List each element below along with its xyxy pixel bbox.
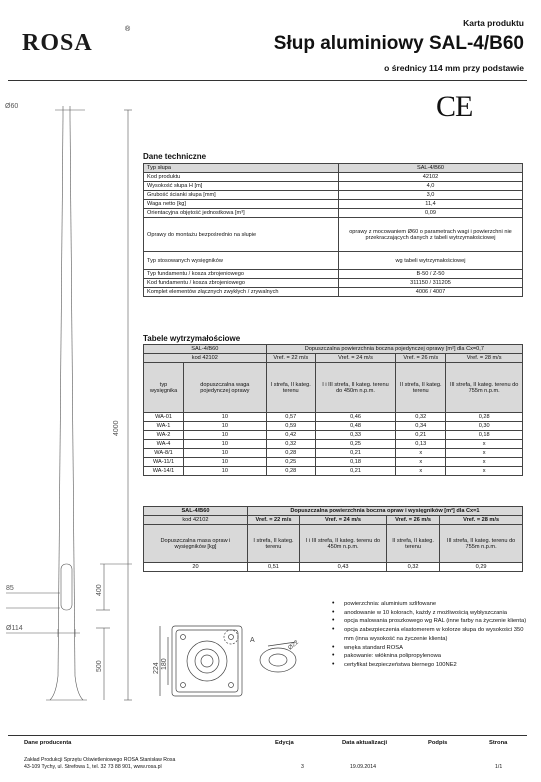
wind2-vref: Vref. = 22 m/s (247, 516, 299, 525)
wind2-type: SAL-4/B60 (144, 507, 248, 516)
tech-row (144, 200, 523, 209)
wind1-cell: 0,28 (266, 467, 315, 476)
wind1-cell: 0,13 (396, 440, 446, 449)
wind1-cell: 0,28 (266, 449, 315, 458)
tech-value: SAL-4/B60 (339, 164, 523, 173)
wind1-cell: 0,57 (266, 413, 315, 422)
wind1-cell: 0,21 (315, 467, 395, 476)
feature-list (328, 600, 528, 670)
tech-row (144, 288, 523, 297)
wind1-cell: 0,42 (266, 431, 315, 440)
wind2-zone: II strefa, II kateg. terenu (386, 525, 439, 563)
wind1-header: Dopuszczalna powierzchnia boczna pojedynczej oprawy [m²] dla Cx=0,7 (266, 345, 522, 354)
tech-row (144, 279, 523, 288)
wind1-cell: x (446, 458, 523, 467)
wind1-cell: 10 (184, 458, 267, 467)
page-subtitle: o średnicy 114 mm przy podstawie (384, 63, 524, 73)
plate-dim-224: 224 (153, 662, 160, 674)
tech-label: Kod produktu (144, 173, 339, 182)
dim-base-label: Ø114 (6, 625, 23, 632)
wind1-cell: 0,28 (446, 413, 523, 422)
wind1-col-arm: typ wysięgnika (144, 363, 184, 413)
tech-label: Kod fundamentu / kosza zbrojeniowego (144, 279, 339, 288)
plate-dim-180: 180 (161, 658, 168, 670)
wind-table-1 (143, 344, 523, 476)
base-plate-drawing (150, 612, 310, 708)
tech-label: Grubość ścianki słupa [mm] (144, 191, 339, 200)
wind-table-2 (143, 506, 523, 572)
wind2-zone: I strefa, II kateg. terenu (247, 525, 299, 563)
feature-item: • anodowanie w 10 kolorach, każdy z możliwością wybłyszczania (328, 609, 528, 618)
wind1-vref: Vref. = 22 m/s (266, 354, 315, 363)
feature-item: • powierzchnia: aluminium szlifowane (328, 600, 528, 609)
footer-edition: 3 (301, 764, 304, 770)
wind1-type: SAL-4/B60 (144, 345, 267, 354)
wind1-cell: 0,48 (315, 422, 395, 431)
wind1-zone: I strefa, II kateg. terenu (266, 363, 315, 413)
wind1-cell: 0,21 (396, 431, 446, 440)
tech-label: Komplet elementów złącznych zwykłych / zrywalnych (144, 288, 339, 297)
wind1-row (144, 413, 523, 422)
wind1-cell: 0,33 (315, 431, 395, 440)
feature-item: • wnęka standard ROSA (328, 644, 528, 653)
tech-value: wg tabeli wytrzymałościowej (339, 252, 523, 270)
wind1-cell: WA-1 (144, 422, 184, 431)
tech-label: Orientacyjna objętość jednostkowa [m³] (144, 209, 339, 218)
wind1-vref: Vref. = 24 m/s (315, 354, 395, 363)
feature-item: • opcja malowania proszkowego wg RAL (inne farby na życzenie klienta) (328, 617, 528, 626)
wind1-row (144, 449, 523, 458)
wind1-cell: 0,46 (315, 413, 395, 422)
wind1-row (144, 422, 523, 431)
wind1-vref: Vref. = 28 m/s (446, 354, 523, 363)
dim-400-label: 400 (96, 584, 103, 596)
wind2-vref: Vref. = 24 m/s (300, 516, 387, 525)
tech-row (144, 173, 523, 182)
wind1-cell: 0,21 (315, 449, 395, 458)
wind1-cell: x (396, 458, 446, 467)
footer-company-line2: 43-109 Tychy, ul. Strefowa 1, tel. 32 73 88 901, www.rosa.pl (24, 764, 162, 770)
wind1-zone: III strefa, II kateg. terenu do 755m n.p.m. (446, 363, 523, 413)
wind2-vref: Vref. = 28 m/s (440, 516, 523, 525)
wind2-cell: 0,51 (247, 563, 299, 572)
tech-value: B-50 / Z-50 (339, 270, 523, 279)
wind1-zone: II strefa, II kateg. terenu (396, 363, 446, 413)
tech-label: Typ stosowanych wysięgników (144, 252, 339, 270)
wind1-cell: 0,18 (446, 431, 523, 440)
dim-height-label: 4000 (113, 420, 120, 436)
wind1-row (144, 458, 523, 467)
tech-value: 3,0 (339, 191, 523, 200)
tech-table (143, 163, 523, 297)
wind1-cell: 0,32 (396, 413, 446, 422)
wind1-cell: WA-4 (144, 440, 184, 449)
wind1-cell: 10 (184, 422, 267, 431)
wind1-cell: 0,34 (396, 422, 446, 431)
header-divider (8, 80, 527, 81)
footer-date: 19.09.2014 (350, 764, 376, 770)
wind1-cell: WA-8/1 (144, 449, 184, 458)
tech-row (144, 182, 523, 191)
registered-mark: ® (125, 26, 131, 33)
dim-500-label: 500 (96, 660, 103, 672)
wind2-code: kod 42102 (144, 516, 248, 525)
wind2-header: Dopuszczalna powierzchnia boczna opraw i wysięgników [m²] dla Cx=1 (247, 507, 522, 516)
page-title: Słup aluminiowy SAL-4/B60 (273, 33, 524, 54)
footer-company-heading: Dane producenta (24, 740, 72, 746)
wind1-cell: x (446, 467, 523, 476)
wind1-cell: 10 (184, 467, 267, 476)
wind1-cell: WA-2 (144, 431, 184, 440)
tech-label: Waga netto [kg] (144, 200, 339, 209)
tech-row (144, 218, 523, 252)
rosa-logo (22, 26, 142, 60)
tech-row (144, 209, 523, 218)
wind1-cell: 10 (184, 440, 267, 449)
detail-a-label: A (250, 637, 255, 644)
wind1-zone: I i III strefa, II kateg. terenu do 450m n.p.m. (315, 363, 395, 413)
wind2-cell: 0,43 (300, 563, 387, 572)
tech-value: 311150 / 311205 (339, 279, 523, 288)
footer-date-heading: Data aktualizacji (342, 740, 388, 746)
tech-value: oprawy z mocowaniem Ø60 o parametrach wagi i powierzchni nie przekraczających danych z tabeli wytrzymałościowej (339, 218, 523, 252)
wind1-cell: 0,32 (266, 440, 315, 449)
ce-mark: CE (436, 90, 473, 123)
footer-company-line1: Zakład Produkcji Sprzętu Oświetleniowego ROSA Stanisław Rosa (24, 757, 176, 763)
tech-value: 4006 / 4007 (339, 288, 523, 297)
tech-row (144, 191, 523, 200)
wind2-cell: 0,29 (440, 563, 523, 572)
wind1-cell: WA-01 (144, 413, 184, 422)
wind2-cell: 20 (144, 563, 248, 572)
wind2-zone: I i III strefa, II kateg. terenu do 450m n.p.m. (300, 525, 387, 563)
tech-label: Typ fundamentu / kosza zbrojeniowego (144, 270, 339, 279)
wind1-cell: x (396, 467, 446, 476)
tech-label: Oprawy do montażu bezpośrednio na słupie (144, 218, 339, 252)
wind2-col-mass: Dopuszczalna masa opraw i wysięgników [kg] (144, 525, 248, 563)
wind1-row (144, 467, 523, 476)
wind1-cell: 10 (184, 431, 267, 440)
dim-85-label: 85 (6, 585, 14, 592)
wind1-vref: Vref. = 26 m/s (396, 354, 446, 363)
feature-item: • pakowanie: włóknina polipropylenowa (328, 652, 528, 661)
wind1-cell: 0,18 (315, 458, 395, 467)
wind1-cell: 0,25 (315, 440, 395, 449)
feature-item: • certyfikat bezpieczeństwa biernego 100NE2 (328, 661, 528, 670)
tech-label: Wysokość słupa H [m] (144, 182, 339, 191)
footer-sign-heading: Podpis (428, 740, 448, 746)
wind1-col-weight: dopuszczalna waga pojedynczej oprawy (184, 363, 267, 413)
wind1-code: kod 42102 (144, 354, 267, 363)
wind1-row (144, 440, 523, 449)
feature-item: • opcja zabezpieczenia elastomerem w kolorze słupa do wysokości 350 mm (inna wysokość na życzenie klienta) (328, 626, 528, 643)
logo-text: ROSA (22, 30, 93, 56)
wind1-row (144, 431, 523, 440)
wind1-cell: 0,25 (266, 458, 315, 467)
detail-dim-label: Ø22 (287, 639, 300, 652)
pole-drawing (0, 96, 140, 736)
dim-top-label: Ø60 (5, 103, 19, 110)
wind1-cell: 0,30 (446, 422, 523, 431)
footer-page: 1/1 (495, 764, 503, 770)
footer-page-heading: Strona (489, 740, 508, 746)
tech-row (144, 252, 523, 270)
wind1-cell: x (396, 449, 446, 458)
wind1-cell: x (446, 440, 523, 449)
tech-value: 42102 (339, 173, 523, 182)
wind1-cell: 10 (184, 413, 267, 422)
wind1-cell: 0,59 (266, 422, 315, 431)
tech-title: Dane techniczne (143, 152, 207, 161)
wind1-cell: x (446, 449, 523, 458)
wind-title: Tabele wytrzymałościowe (143, 334, 241, 343)
wind2-vref: Vref. = 26 m/s (386, 516, 439, 525)
footer-divider (8, 735, 527, 736)
wind2-zone: III strefa, II kateg. terenu do 755m n.p.m. (440, 525, 523, 563)
doc-type: Karta produktu (463, 18, 524, 28)
tech-row (144, 270, 523, 279)
wind1-cell: WA-14/1 (144, 467, 184, 476)
tech-value: 4,0 (339, 182, 523, 191)
tech-label: Typ słupa (144, 164, 339, 173)
wind2-cell: 0,32 (386, 563, 439, 572)
wind1-cell: WA-11/1 (144, 458, 184, 467)
tech-value: 11,4 (339, 200, 523, 209)
tech-row (144, 164, 523, 173)
wind1-cell: 10 (184, 449, 267, 458)
footer-edition-heading: Edycja (275, 740, 294, 746)
tech-value: 0,09 (339, 209, 523, 218)
